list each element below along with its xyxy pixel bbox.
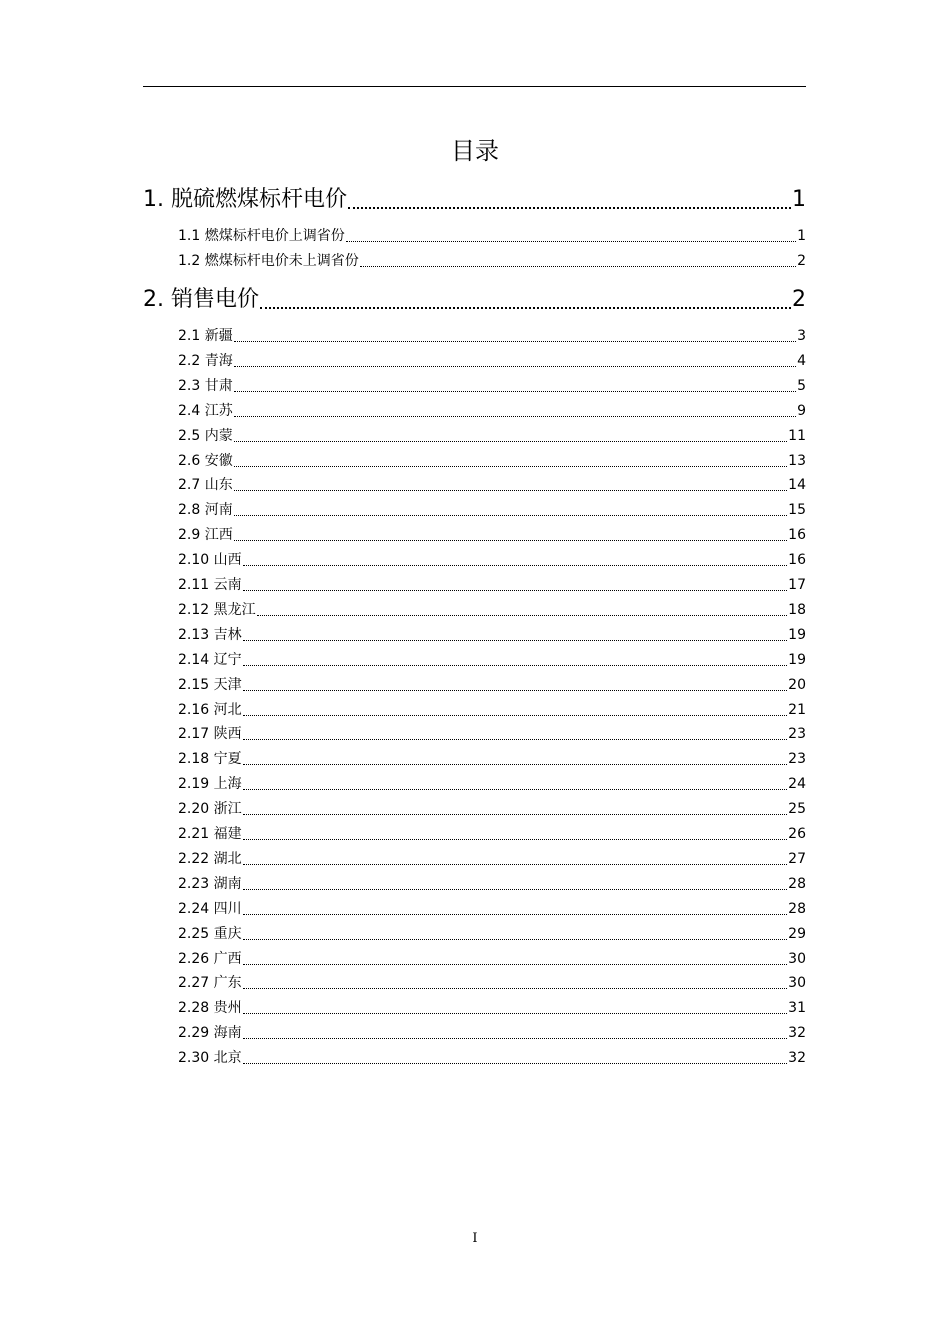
toc-entry-label: 2.17 陕西 (178, 726, 242, 743)
toc-entry-page: 11 (788, 427, 806, 444)
toc-entry-label: 2.23 湖南 (178, 875, 242, 892)
toc-entry-label: 2.11 云南 (178, 577, 242, 593)
toc-dot-leader (234, 341, 796, 342)
toc-entry-page: 19 (788, 651, 806, 668)
toc-section-entry[interactable] (178, 401, 806, 421)
toc-entry-page: 21 (788, 701, 806, 718)
toc-entry-page: 30 (788, 975, 806, 992)
toc-entry-label: 2.27 广东 (178, 975, 242, 992)
toc-entry-page: 15 (788, 502, 806, 519)
toc-section-entry[interactable] (178, 973, 806, 993)
toc-entry-label: 2.29 海南 (178, 1025, 242, 1042)
toc-entry-label: 2.3 甘肃 (178, 377, 233, 394)
toc-entry-label: 2.20 浙江 (178, 801, 242, 818)
toc-dot-leader (234, 416, 796, 417)
toc-dot-leader (243, 690, 788, 691)
toc-dot-leader (257, 615, 788, 616)
toc-section-entry[interactable] (178, 799, 806, 819)
toc-section-entry[interactable] (178, 749, 806, 769)
toc-entry-page: 19 (788, 626, 806, 643)
toc-entry-page: 28 (788, 875, 806, 892)
toc-entry-label: 2.5 内蒙 (178, 427, 233, 444)
toc-entry-page: 13 (788, 452, 806, 469)
toc-entry-page: 5 (797, 377, 806, 394)
toc-section-entry[interactable] (178, 451, 806, 471)
toc-entry-page: 26 (788, 826, 806, 842)
toc-dot-leader (234, 441, 787, 442)
toc-entry-label: 2.18 宁夏 (178, 751, 242, 768)
toc-dot-leader (234, 366, 796, 367)
toc-entry-label: 2.14 辽宁 (178, 651, 242, 668)
toc-dot-leader (243, 739, 788, 740)
toc-section-entry[interactable] (178, 650, 806, 670)
toc-entry-page: 23 (788, 726, 806, 743)
toc-entry-label: 1.1 燃煤标杆电价上调省份 (178, 228, 345, 244)
toc-entry-label: 2.16 河北 (178, 701, 242, 718)
toc-entry-label: 2.10 山西 (178, 552, 242, 569)
toc-section-entry[interactable] (178, 500, 806, 520)
toc-entry-page: 27 (788, 850, 806, 867)
toc-dot-leader (243, 964, 788, 965)
toc-dot-leader (243, 814, 788, 815)
toc-section-entry[interactable] (178, 849, 806, 869)
toc-entry-page: 28 (788, 900, 806, 917)
toc-dot-leader (260, 307, 791, 309)
toc-entry-label: 2.6 安徽 (178, 452, 233, 469)
toc-dot-leader (243, 789, 788, 790)
toc-entry-label: 2.22 湖北 (178, 850, 242, 867)
toc-entry-page: 4 (797, 352, 806, 369)
toc-entry-page: 16 (788, 527, 806, 544)
toc-entry-label: 2.30 北京 (178, 1050, 242, 1067)
toc-entry-label: 2.4 江苏 (178, 402, 233, 419)
toc-section-entry[interactable] (178, 251, 806, 271)
toc-section-entry[interactable] (178, 475, 806, 495)
toc-section-entry[interactable] (178, 924, 806, 944)
toc-dot-leader (346, 241, 796, 242)
toc-dot-leader (234, 515, 787, 516)
toc-section-entry[interactable] (178, 874, 806, 894)
toc-section-entry[interactable] (178, 426, 806, 446)
toc-entry-page: 17 (788, 577, 806, 593)
toc-dot-leader (360, 266, 796, 267)
toc-entry-label: 2.28 贵州 (178, 1000, 242, 1017)
toc-section-entry[interactable] (178, 1048, 806, 1068)
toc-dot-leader (234, 391, 796, 392)
toc-entry-page: 31 (788, 1000, 806, 1017)
toc-entry-page: 9 (797, 402, 806, 419)
toc-entry-page: 25 (788, 801, 806, 818)
toc-dot-leader (243, 839, 788, 840)
toc-section-entry[interactable] (178, 226, 806, 246)
toc-dot-leader (348, 207, 791, 209)
toc-section-entry[interactable] (178, 675, 806, 695)
toc-entry-page: 29 (788, 925, 806, 942)
toc-section-entry[interactable] (178, 326, 806, 346)
toc-section-entry[interactable] (178, 1023, 806, 1043)
toc-chapter-entry[interactable] (143, 286, 806, 314)
toc-title: 目录 (451, 137, 499, 165)
toc-section-entry[interactable] (178, 774, 806, 794)
toc-dot-leader (243, 665, 788, 666)
toc-entry-label: 2.24 四川 (178, 900, 242, 917)
toc-dot-leader (234, 490, 787, 491)
toc-entry-page: 24 (788, 776, 806, 793)
toc-entry-page: 20 (788, 676, 806, 693)
toc-dot-leader (243, 988, 788, 989)
toc-dot-leader (243, 1063, 788, 1064)
toc-chapter-entry[interactable] (143, 186, 806, 214)
toc-entry-label: 2. 销售电价 (143, 287, 259, 312)
toc-dot-leader (243, 764, 788, 765)
toc-section-entry[interactable] (178, 998, 806, 1018)
toc-entry-label: 2.26 广西 (178, 950, 242, 967)
toc-entry-label: 2.8 河南 (178, 502, 233, 519)
toc-dot-leader (234, 466, 787, 467)
toc-entry-label: 2.9 江西 (178, 527, 233, 544)
toc-dot-leader (234, 540, 787, 541)
toc-entry-label: 2.12 黑龙江 (178, 601, 256, 618)
toc-dot-leader (243, 565, 788, 566)
toc-entry-label: 2.13 吉林 (178, 626, 242, 643)
footer-page-number: I (472, 1231, 478, 1246)
toc-entry-label: 2.15 天津 (178, 676, 242, 693)
toc-entry-label: 2.19 上海 (178, 776, 242, 793)
toc-entry-label: 2.25 重庆 (178, 925, 242, 942)
toc-entry-page: 2 (792, 287, 806, 312)
toc-entry-label: 1.2 燃煤标杆电价未上调省份 (178, 252, 359, 269)
toc-entry-label: 2.21 福建 (178, 826, 242, 842)
toc-entry-page: 32 (788, 1050, 806, 1067)
toc-dot-leader (243, 939, 788, 940)
toc-entry-label: 2.2 青海 (178, 352, 233, 369)
toc-dot-leader (243, 715, 788, 716)
toc-section-entry[interactable] (178, 724, 806, 744)
toc-entry-page: 30 (788, 950, 806, 967)
toc-entry-page: 23 (788, 751, 806, 768)
toc-entry-label: 2.7 山东 (178, 477, 233, 494)
toc-entry-page: 18 (788, 601, 806, 618)
toc-entry-label: 1. 脱硫燃煤标杆电价 (143, 187, 347, 212)
toc-entry-page: 16 (788, 552, 806, 569)
toc-entry-page: 3 (797, 328, 806, 344)
toc-section-entry[interactable] (178, 351, 806, 371)
toc-section-entry[interactable] (178, 899, 806, 919)
toc-section-entry[interactable] (178, 949, 806, 969)
toc-section-entry[interactable] (178, 700, 806, 720)
toc-section-entry[interactable] (178, 525, 806, 545)
toc-section-entry[interactable] (178, 376, 806, 396)
toc-entry-page: 14 (788, 477, 806, 494)
toc-entry-page: 1 (792, 187, 806, 212)
toc-dot-leader (243, 1038, 788, 1039)
toc-dot-leader (243, 914, 788, 915)
toc-entry-page: 2 (797, 252, 806, 269)
toc-dot-leader (243, 864, 788, 865)
toc-entry-page: 1 (797, 228, 806, 244)
toc-dot-leader (243, 889, 788, 890)
toc-entry-page: 32 (788, 1025, 806, 1042)
toc-dot-leader (243, 590, 788, 591)
toc-section-entry[interactable] (178, 550, 806, 570)
toc-section-entry[interactable] (178, 575, 806, 595)
toc-dot-leader (243, 640, 788, 641)
toc-dot-leader (243, 1013, 788, 1014)
toc-entry-label: 2.1 新疆 (178, 328, 233, 344)
toc-section-entry[interactable] (178, 600, 806, 620)
toc-section-entry[interactable] (178, 625, 806, 645)
toc-section-entry[interactable] (178, 824, 806, 844)
